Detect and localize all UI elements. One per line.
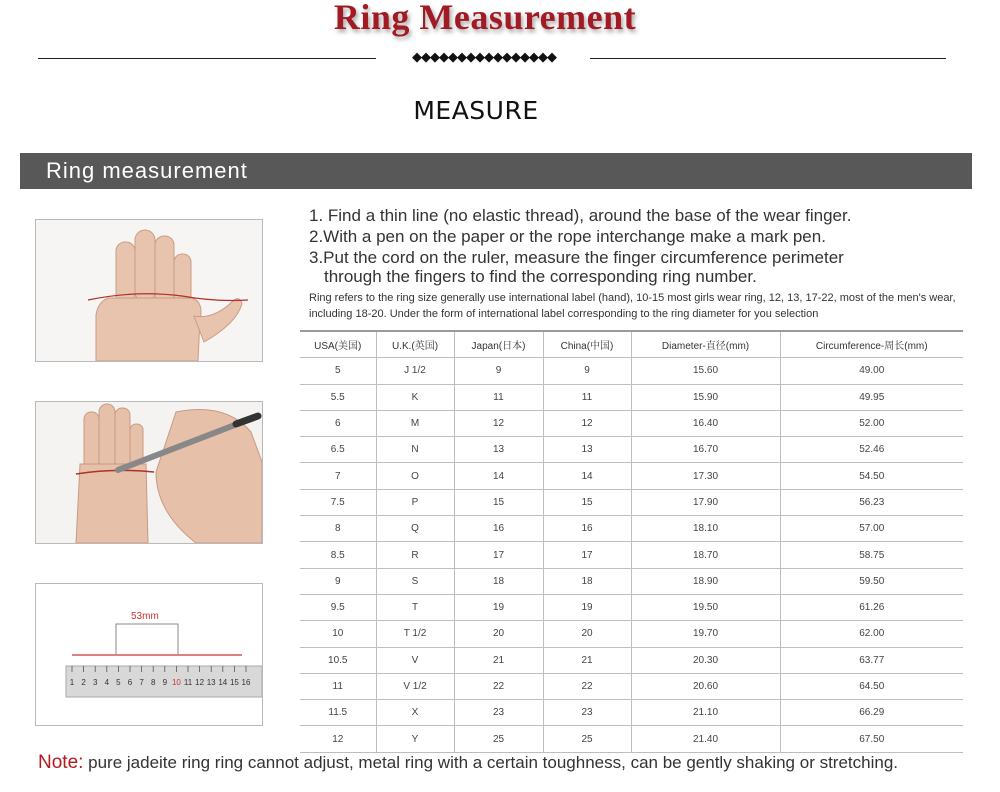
ruler-tick-label: 4 (104, 678, 110, 687)
table-cell: 61.26 (780, 594, 963, 620)
ruler-tick-label: 1 (69, 678, 75, 687)
table-cell: 18.70 (631, 542, 780, 568)
table-row (300, 700, 963, 726)
table-cell: X (376, 700, 454, 726)
table-cell: Y (376, 726, 454, 752)
table-cell: 6.5 (300, 437, 376, 463)
table-cell: K (376, 384, 454, 410)
table-header-cell: Japan(日本) (454, 331, 543, 358)
table-cell: 59.50 (780, 568, 963, 594)
table-row (300, 647, 963, 673)
table-row (300, 542, 963, 568)
size-fine-print: Ring refers to the ring size generally use international label (hand), 10-15 most girls wear ring, 12, 13, 17-22, most of the men's wear, including 18-20. Under the form of international label corresponding to the ring diameter for you selection (309, 292, 956, 320)
table-cell: T (376, 594, 454, 620)
ruler-tick-label: 13 (206, 678, 216, 687)
table-cell: 18.90 (631, 568, 780, 594)
table-cell: 15 (454, 489, 543, 515)
table-cell: 21 (543, 647, 631, 673)
ruler-tick-label: 5 (116, 678, 121, 687)
table-cell: 49.95 (780, 384, 963, 410)
table-cell: 11 (300, 673, 376, 699)
ruler-tick-label: 10 (171, 678, 181, 687)
table-cell: 19.70 (631, 621, 780, 647)
ruler-tick-label: 9 (162, 678, 168, 687)
ruler-tick-label: 6 (127, 678, 133, 687)
instruction-step-1: 1. Find a thin line (no elastic thread), around the base of the wear finger. (309, 206, 852, 225)
instruction-step-2: 2.With a pen on the paper or the rope interchange make a mark pen. (309, 227, 826, 246)
table-cell: 9 (543, 358, 631, 384)
ruler-tick-label: 12 (195, 678, 205, 687)
note-label: Note: (38, 752, 84, 773)
hand-thread-photo (35, 219, 263, 362)
table-row (300, 516, 963, 542)
table-cell: 54.50 (780, 463, 963, 489)
ruler-tick-label: 7 (139, 678, 144, 687)
table-row (300, 726, 963, 752)
table-cell: R (376, 542, 454, 568)
table-header-row (300, 331, 963, 358)
ring-measurement-banner (20, 153, 972, 189)
table-header-cell: U.K.(英国) (376, 331, 454, 358)
table-cell: 9 (454, 358, 543, 384)
table-cell: 14 (543, 463, 631, 489)
table-cell: 20.60 (631, 673, 780, 699)
table-row (300, 489, 963, 515)
table-cell: 20 (543, 621, 631, 647)
table-cell: O (376, 463, 454, 489)
pen-marking-photo (35, 401, 263, 544)
ruler-tick-label: 2 (81, 678, 86, 687)
table-header-cell: USA(美国) (300, 331, 376, 358)
diamond-ornament: ◆◆◆◆◆◆◆◆◆◆◆◆◆◆◆◆ (412, 49, 556, 64)
table-cell: 15.60 (631, 358, 780, 384)
table-cell: 7.5 (300, 489, 376, 515)
table-cell: 16 (454, 516, 543, 542)
banner-label: Ring measurement (46, 158, 248, 183)
table-row (300, 673, 963, 699)
table-cell: 8.5 (300, 542, 376, 568)
ruler-tick-label: 16 (241, 678, 251, 687)
table-row (300, 621, 963, 647)
table-cell: 17 (543, 542, 631, 568)
table-cell: 66.29 (780, 700, 963, 726)
table-row (300, 384, 963, 410)
table-cell: 18 (454, 568, 543, 594)
table-row (300, 410, 963, 436)
table-cell: 12 (454, 410, 543, 436)
table-cell: 17 (454, 542, 543, 568)
table-header-cell: Diameter-直径(mm) (631, 331, 780, 358)
section-heading: MEASURE (413, 96, 539, 125)
care-note (38, 752, 898, 774)
ruler-tick-label: 3 (92, 678, 98, 687)
table-cell: 7 (300, 463, 376, 489)
ruler-photo (35, 583, 263, 726)
table-cell: 6 (300, 410, 376, 436)
table-cell: 17.30 (631, 463, 780, 489)
table-cell: M (376, 410, 454, 436)
table-cell: 10.5 (300, 647, 376, 673)
table-row (300, 437, 963, 463)
table-cell: 13 (543, 437, 631, 463)
instruction-step-3-continued: through the fingers to find the corresponding ring number. (324, 267, 757, 286)
table-cell: N (376, 437, 454, 463)
table-cell: 11 (454, 384, 543, 410)
table-cell: 11.5 (300, 700, 376, 726)
table-cell: 67.50 (780, 726, 963, 752)
table-cell: 18 (543, 568, 631, 594)
table-cell: 25 (543, 726, 631, 752)
header-rule-right (590, 58, 946, 59)
table-cell: 19.50 (631, 594, 780, 620)
table-cell: 13 (454, 437, 543, 463)
table-cell: 21.40 (631, 726, 780, 752)
table-cell: 12 (300, 726, 376, 752)
table-header-cell: China(中国) (543, 331, 631, 358)
table-cell: 10 (300, 621, 376, 647)
table-cell: 63.77 (780, 647, 963, 673)
table-cell: T 1/2 (376, 621, 454, 647)
table-cell: 25 (454, 726, 543, 752)
table-cell: 19 (454, 594, 543, 620)
table-cell: 20 (454, 621, 543, 647)
table-cell: 14 (454, 463, 543, 489)
ruler-tick-label: 14 (218, 678, 228, 687)
table-cell: V (376, 647, 454, 673)
table-cell: 52.00 (780, 410, 963, 436)
table-cell: 12 (543, 410, 631, 436)
ring-size-table (300, 330, 963, 753)
table-cell: 16 (543, 516, 631, 542)
table-cell: 23 (454, 700, 543, 726)
page-title: Ring Measurement (333, 0, 637, 37)
table-cell: 5.5 (300, 384, 376, 410)
table-cell: 64.50 (780, 673, 963, 699)
table-cell: 21 (454, 647, 543, 673)
table-cell: 15 (543, 489, 631, 515)
ruler-illustration (36, 584, 262, 725)
hand-thread-illustration (36, 220, 262, 361)
table-row (300, 594, 963, 620)
ruler-tick-label: 15 (229, 678, 239, 687)
table-cell: 11 (543, 384, 631, 410)
table-row (300, 463, 963, 489)
table-cell: 58.75 (780, 542, 963, 568)
table-cell: 23 (543, 700, 631, 726)
table-row (300, 568, 963, 594)
table-cell: 16.70 (631, 437, 780, 463)
table-header-cell: Circumference-周长(mm) (780, 331, 963, 358)
table-cell: 62.00 (780, 621, 963, 647)
table-cell: 18.10 (631, 516, 780, 542)
table-cell: 49.00 (780, 358, 963, 384)
table-cell: 22 (543, 673, 631, 699)
table-cell: 16.40 (631, 410, 780, 436)
table-cell: 56.23 (780, 489, 963, 515)
ruler-tick-label: 11 (183, 678, 193, 687)
table-cell: 9.5 (300, 594, 376, 620)
instruction-step-3: 3.Put the cord on the ruler, measure the finger circumference perimeter (309, 248, 844, 267)
table-cell: S (376, 568, 454, 594)
ruler-tick-label: 8 (150, 678, 156, 687)
table-cell: 20.30 (631, 647, 780, 673)
pen-marking-illustration (36, 402, 262, 543)
table-cell: P (376, 489, 454, 515)
table-cell: 15.90 (631, 384, 780, 410)
table-cell: Q (376, 516, 454, 542)
table-cell: 52.46 (780, 437, 963, 463)
table-cell: 57.00 (780, 516, 963, 542)
table-cell: J 1/2 (376, 358, 454, 384)
table-cell: 22 (454, 673, 543, 699)
table-cell: V 1/2 (376, 673, 454, 699)
table-row (300, 358, 963, 384)
header-rule-left (38, 58, 376, 59)
table-cell: 17.90 (631, 489, 780, 515)
table-cell: 21.10 (631, 700, 780, 726)
table-cell: 9 (300, 568, 376, 594)
note-text: pure jadeite ring ring cannot adjust, metal ring with a certain toughness, can be gently shaking or stretching. (83, 753, 899, 772)
table-cell: 5 (300, 358, 376, 384)
ruler-length-label: 53mm (131, 611, 159, 622)
table-cell: 19 (543, 594, 631, 620)
table-cell: 8 (300, 516, 376, 542)
